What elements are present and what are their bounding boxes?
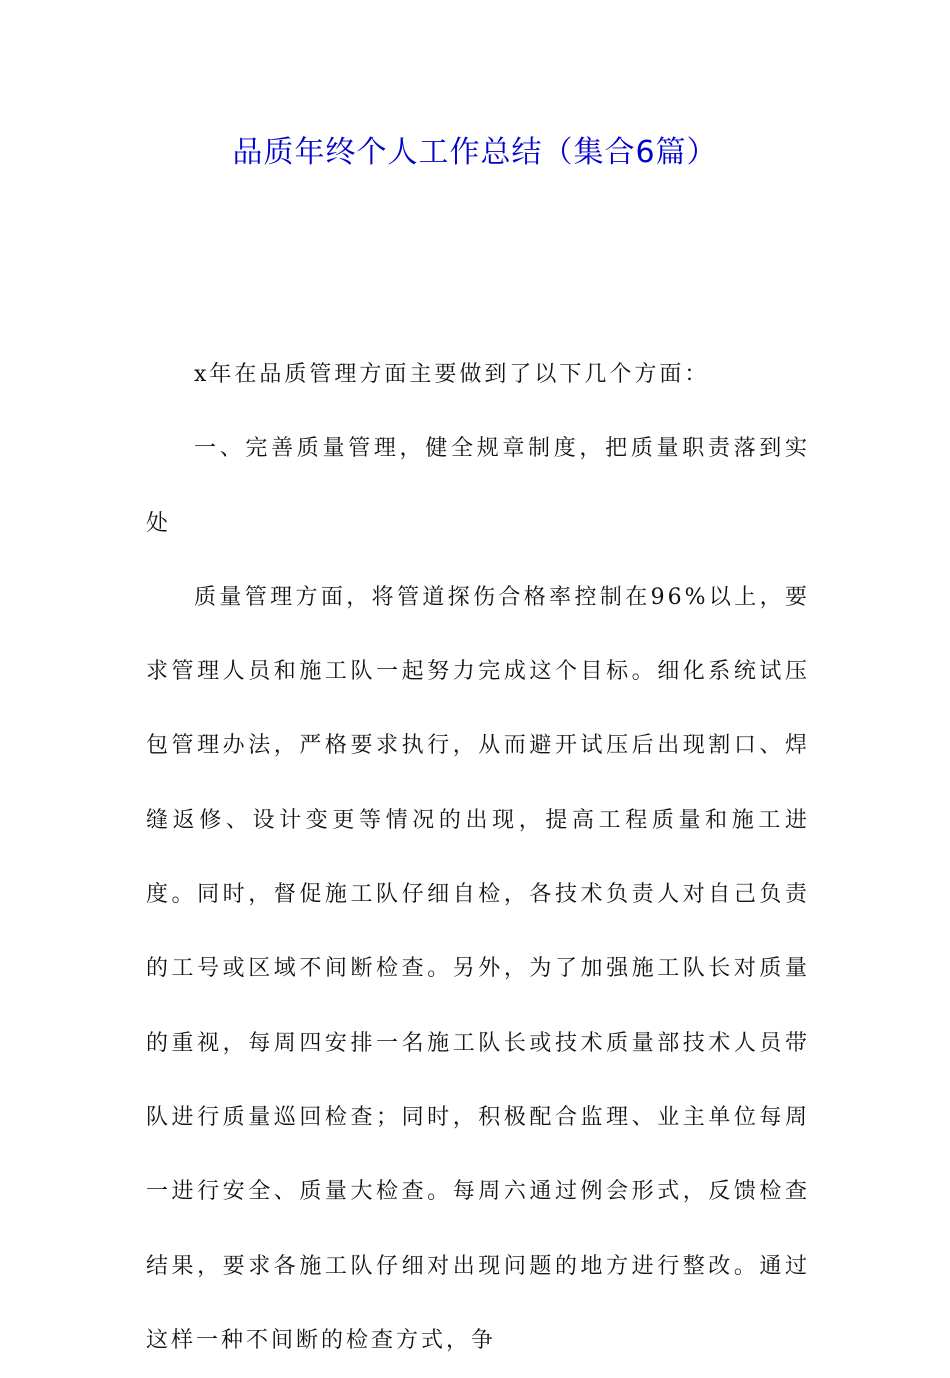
paragraph-section-heading: 一、完善质量管理，健全规章制度，把质量职责落到实处 — [146, 436, 810, 536]
document-body — [146, 338, 810, 1378]
paragraph-intro: x年在品质管理方面主要做到了以下几个方面： — [194, 362, 710, 387]
page-title: 品质年终个人工作总结（集合6篇） — [232, 135, 718, 170]
paragraph-quality-management: 质量管理方面，将管道探伤合格率控制在96%以上，要求管理人员和施工队一起努力完成这个目标。细化系统试压包管理办法，严格要求执行，从而避开试压后出现割口、焊缝返修、设计变更等情况的出现，提高工程质量和施工进度。同时，督促施工队仔细自检，各技术负责人对自己负责的工号或区域不间断检查。另外，为了加强施工队长对质量的重视，每周四安排一名施工队长或技术质量部技术人员带队进行质量巡回检查；同时，积极配合监理、业主单位每周一进行安全、质量大检查。每周六通过例会形式，反馈检查结果，要求各施工队仔细对出现问题的地方进行整改。通过这样一种不间断的检查方式，争 — [146, 584, 810, 1353]
